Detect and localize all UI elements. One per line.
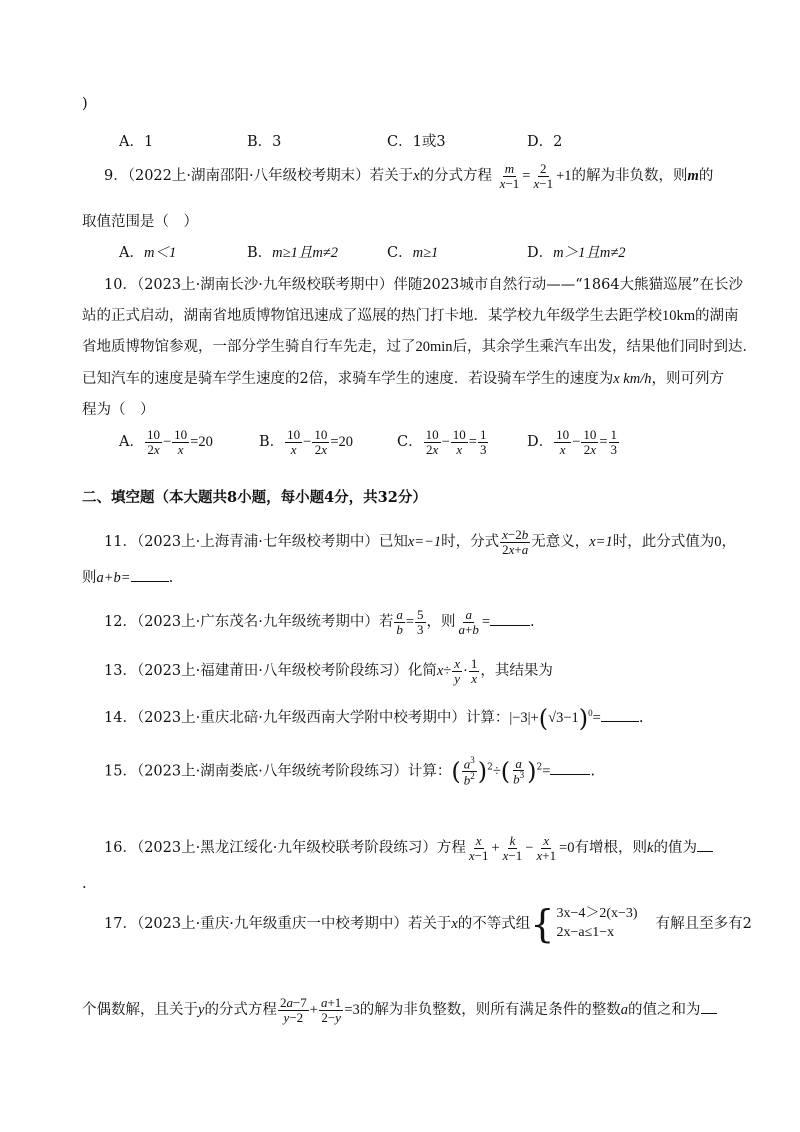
section-heading: 二、填空题（本大题共8小题，每小题4分，共32分） bbox=[82, 489, 427, 506]
q10-line3: 省地质博物馆参观，一部分学生骑自行车先走，过了20min后，其余学生乘汽车出发，结果他们同时到达． bbox=[82, 339, 758, 355]
q8-option-d: D．2 bbox=[527, 134, 563, 150]
q8-option-b: B．3 bbox=[247, 134, 282, 150]
q10-option-c: C． $\frac{10}{2x}$ − $\frac{10}{x}$ = $\frac{1}{3}$ bbox=[397, 427, 487, 457]
q15-answer-blank bbox=[550, 773, 590, 775]
q10-option-a: A． $\frac{10}{2x}$ − $\frac{10}{x}$ =20 bbox=[119, 427, 213, 457]
q16-answer-blank bbox=[697, 850, 713, 852]
question-13: 13．（2023上·福建莆田·八年级校考阶段练习）化简x÷ $\frac{x}{y}$ · $\frac{1}{x}$ ，其结果为 bbox=[104, 656, 553, 686]
continued-paren: ) bbox=[82, 96, 88, 112]
q17-inequality-system: { 3x−4＞2(x−3) 2x−a≤1−x bbox=[530, 902, 638, 946]
q10-line2: 站的正式启动，湖南省地质博物馆迅速成了巡展的热门打卡地．某学校九年级学生去距学校10km的湖南 bbox=[82, 308, 739, 324]
q10-number: 10． bbox=[104, 277, 137, 293]
question-15: 15．（2023上·湖南娄底·八年级统考阶段练习）计算：( $\frac{a^3}{b^2}$ )$^2$÷( $\frac{a}{b^3}$ )$^2$= . bbox=[104, 755, 596, 788]
question-10: 10．（2023上·湖南长沙·九年级校联考期中）伴随2023城市自然行动——“1864大熊猫巡展”在长沙 bbox=[104, 277, 743, 293]
q9-line2: 取值范围是（ ） bbox=[82, 214, 198, 230]
q11-answer-blank bbox=[131, 580, 169, 582]
q9-option-d: D．m＞1且m≠2 bbox=[527, 245, 626, 261]
q10-option-d: D． $\frac{10}{x}$ − $\frac{10}{2x}$ = $\frac{1}{3}$ bbox=[527, 427, 618, 457]
q11-line2: 则a+b= . bbox=[82, 570, 174, 586]
q10-line4: 已知汽车的速度是骑车学生速度的2倍，求骑车学生的速度．若设骑车学生的速度为x km/h，则可列方 bbox=[82, 371, 724, 387]
q17-answer-blank bbox=[701, 1012, 717, 1014]
q10-option-b: B． $\frac{10}{x}$ − $\frac{10}{2x}$ =20 bbox=[259, 427, 354, 457]
q9-option-c: C．m≥1 bbox=[387, 245, 439, 261]
question-11: 11．（2023上·上海青浦·七年级校考期中）已知x=−1时，分式 $\frac{x-2b}{2x+a}$ 无意义，x=1时，此分式值为0， bbox=[104, 527, 736, 557]
question-14: 14．（2023上·重庆北碚·九年级西南大学附中校考期中）计算：$|-3|+(√3-1)^0=$ . bbox=[104, 704, 644, 733]
question-17: 17．（2023上·重庆·九年级重庆一中校考期中）若关于x的不等式组 { 3x−4＞2(x−3) 2x−a≤1−x 有解且至多有2 bbox=[104, 902, 752, 946]
q9-fraction-right: $\frac{2}{x-1}$ bbox=[533, 161, 554, 191]
q8-option-c: C．1或3 bbox=[387, 134, 446, 150]
question-16: 16．（2023上·黑龙江绥化·九年级校联考阶段练习）方程 $\frac{x}{x-1}$ + $\frac{k}{x-1}$ − $\frac{x}{x+1}$ =0有增根，则k的值为 bbox=[104, 834, 713, 862]
q8-option-a: A．1 bbox=[119, 134, 154, 150]
q16-continuation: . bbox=[82, 876, 87, 892]
question-12: 12．（2023上·广东茂名·九年级统考期中）若 $\frac{a}{b}$ = $\frac{5}{3}$ ，则 $\frac{a}{a+b}$ = . bbox=[104, 607, 535, 637]
q10-source: （2023上·湖南长沙·九年级校联考期中） bbox=[136, 277, 394, 293]
q9-fraction-left: $\frac{m}{x-1}$ bbox=[499, 161, 520, 191]
q12-answer-blank bbox=[490, 624, 530, 626]
question-9: 9．（2022上·湖南邵阳·八年级校考期末）若关于x的分式方程 $\frac{m}{x-1}$ = $\frac{2}{x-1}$ +1的解为非负数，则m的 bbox=[104, 161, 714, 191]
q9-number: 9． bbox=[104, 168, 128, 185]
q9-option-b: B．m≥1且m≠2 bbox=[247, 245, 339, 261]
q9-option-a: A．m＜1 bbox=[119, 245, 177, 261]
q17-line2: 个偶数解，且关于y的分式方程 $\frac{2a-7}{y-2}$ + $\frac{a+1}{2-y}$ =3的解为非负整数，则所有满足条件的整数a的值之和为 bbox=[82, 996, 717, 1024]
q9-source: （2022上·湖南邵阳·八年级校考期末） bbox=[127, 168, 370, 185]
q10-line5: 程为（ ） bbox=[82, 402, 155, 418]
q14-answer-blank bbox=[601, 720, 639, 722]
